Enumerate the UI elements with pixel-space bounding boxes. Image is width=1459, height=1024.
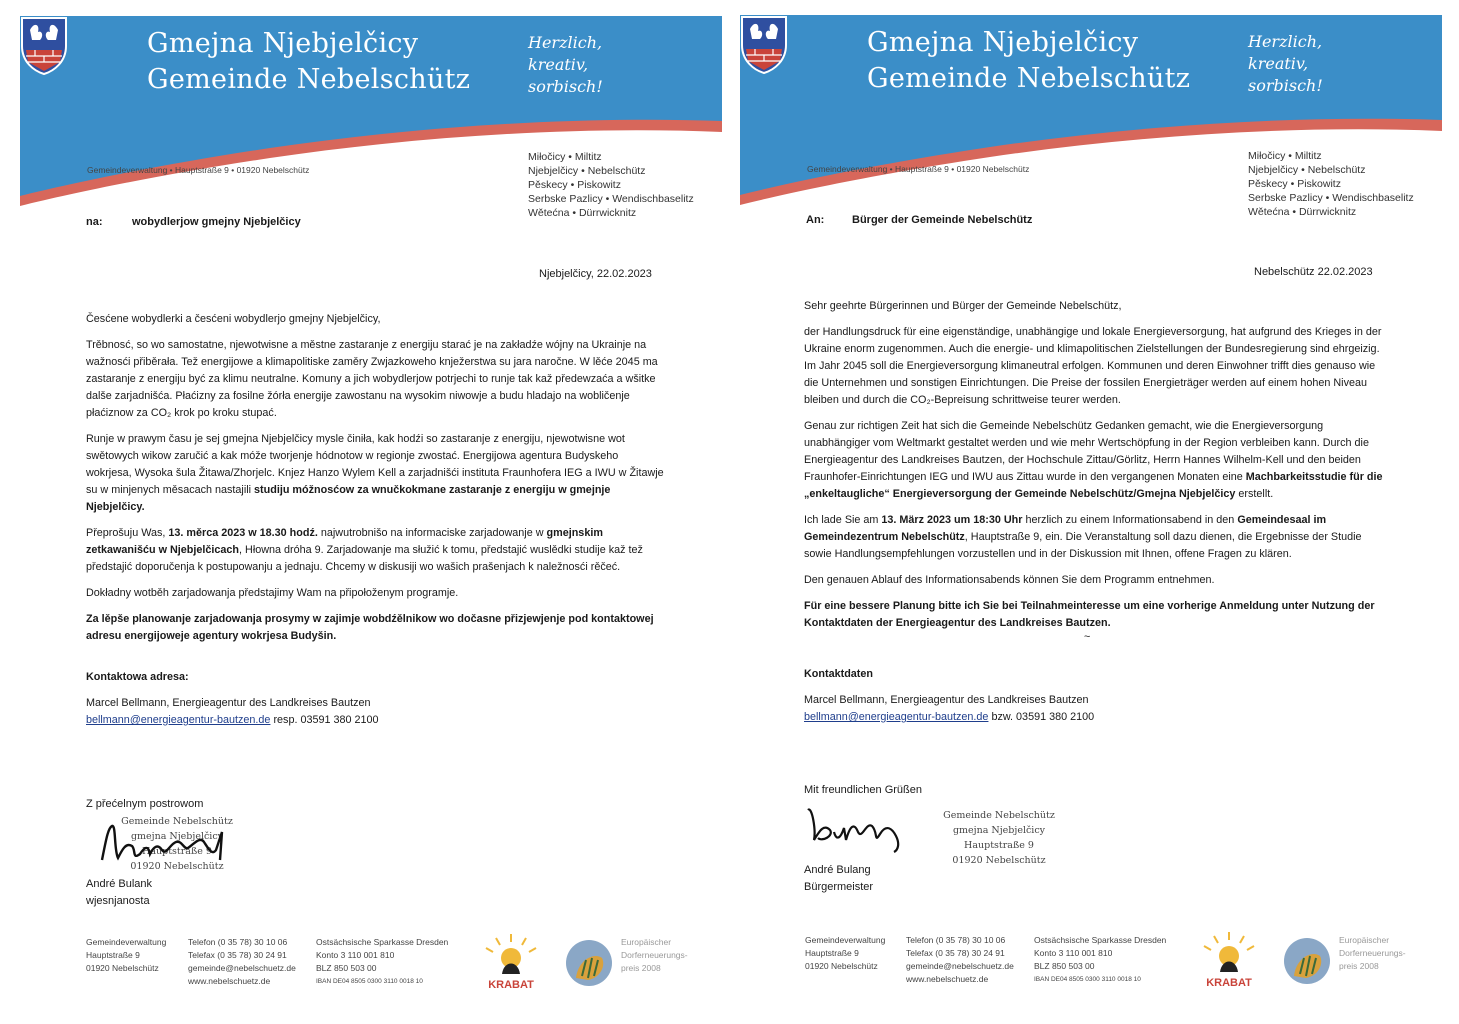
signer-block: André Bulank wjesnjanosta xyxy=(86,878,153,907)
contact-name: Marcel Bellmann, Energieagentur des Landkreises Bautzen xyxy=(804,694,1089,706)
title-sorbian: Gmejna Njebjelčicy xyxy=(867,27,1139,58)
sender-line: Gemeindeverwaltung • Hauptstraße 9 • 01920 Nebelschütz xyxy=(87,165,310,175)
paragraph: Přeprošuju Was, 13. měrca 2023 w 18.30 hodź. najwutrobnišo na informaciske zarjadowanje w gmejnskim zetkawanišću w Njebjelčicach, Hłowna dróha 9. Zarjadowanje ma słužić k tomu, předstajić wuslědki studije kaž tež předstajić doporučenja k postupowanju a jednaju. Chcemy w diskusiji wo wašich prašenjach k naležnosći rěčeć. xyxy=(86,527,643,573)
letter-page-german: Gmejna Njebjelčicy Gemeinde Nebelschütz Herzlich, kreativ, sorbisch! Gemeindeverwaltung • Hauptstraße 9 • 01920 Nebelschütz Miłočicy • Miltitz Njebjelčicy • Nebelschütz Pěskecy • Piskowitz Serbske Pazlicy • Wendischbaselitz Wětećna • Dürrwicknitz An: Bürger der Gemeinde Nebelschütz Nebelschütz 22.02.2023 Sehr geehrte Bürgerinnen und Bürger der Gemeinde Nebelschütz, der Handlungsdruck für eine eigenständige, unabhängige und lokale Energieversorgung, hat aufgrund des Krieges in der Ukraine enorm zugenommen. Auch die energie- und klimapolitischen Zielstellungen der Bundesregierung sind ehrgeizig. Im Jahr 2045 soll die Energieversorgung klimaneutral erfolgen. Kommunen und deren Einwohner trifft dies genauso wie die Unternehmen und sonstigen Einrichtungen. Die Preise der fossilen Energieträger werden auf einem hohen Niveau bleiben und durch die CO₂-Bepreisung schrittweise teurer werden. Genau zur richtigen Zeit hat sich die Gemeinde Nebelschütz Gedanken gemacht, wie die Energieversorgung unabhängiger vom Weltmarkt gestaltet werden und wie mehr Wertschöpfung in der Region verbleiben kann. Durch die Energieagentur des Landkreises Bautzen, der Hochschule Zittau/Görlitz, Herrn Hannes Wilhelm-Kell und den beiden Fraunhofer-Einrichtungen IEG und IWU aus Zittau wurde in den vergangenen Monaten eine Machbarkeitsstudie für die „enkeltaugliche“ Energieversorgung der Gemeinde Nebelschütz/Gmejna Njebjelčicy erstellt. Ich lade Sie am 13. März 2023 um 18:30 Uhr herzlich zu einem Informationsabend in den Gemeindesaal im Gemeindezentrum Nebelschütz, Hauptstraße 9, ein. Die Veranstaltung soll dazu dienen, die Ergebnisse der Studie sowie Handlungsempfehlungen vorzustellen und in der Diskussion mit Ihnen, offene Fragen zu klären. Den genauen Ablauf des Informationsabends können Sie dem Programm entnehmen. Für eine bessere Planung bitte ich Sie bei Teilnahmeinteresse um eine vorherige Anmeldung unter Nutzung der Kontaktdaten der Energieagentur des Landkreises Bautzen. ~ Kontaktdaten Marcel Bellmann, Energieagentur des Landkreises Bautzen bellmann@energieagentur-bautzen.de bzw. 03591 380 2100 Mit freundlichen Grüßen Gemeinde Nebelschütz gmejna Njebjelčicy Hauptstraße 9 01920 Nebelschütz André Bulang Bürgermeister Gemeindeverwaltung Hauptstraße 9 01920 Nebelschütz Telefon (0 35 78) 30 10 06 Telefax (0 35 78) 30 24 91 gemeinde@nebelschuetz.de www.nebelschuetz.de Ostsächsische Sparkasse Dresden Konto 3 110 001 810 BLZ 850 503 00 IBAN DE04 8505 0300 3110 0018 10 KRABAT Europäischer Dorferneuerungs- preis 2008 xyxy=(734,0,1459,1024)
letterhead-banner xyxy=(740,15,1442,218)
official-stamp: Gemeinde Nebelschütz gmejna Njebjelčicy Hauptstraße 9 01920 Nebelschütz xyxy=(121,816,233,872)
european-prize-text: Europäischer Dorferneuerungs- preis 2008 xyxy=(621,937,688,973)
contact-name: Marcel Bellmann, Energieagentur des Landkreises Bautzen xyxy=(86,697,371,709)
paragraph: Dokładny wotběh zarjadowanja předstajimy Wam na připołoženym programje. xyxy=(86,587,459,599)
signature xyxy=(802,800,912,856)
letter-date: Nebelschütz 22.02.2023 xyxy=(1254,266,1373,278)
krabat-logo xyxy=(476,932,546,992)
paragraph: Für eine bessere Planung bitte ich Sie bei Teilnahmeinteresse um eine vorherige Anmeldung unter Nutzung der Kontaktdaten der Energieagentur des Landkreises Bautzen. xyxy=(804,600,1375,629)
recipient: An: Bürger der Gemeinde Nebelschütz xyxy=(806,214,1033,226)
title-german: Gemeinde Nebelschütz xyxy=(147,64,471,95)
paragraph: Genau zur richtigen Zeit hat sich die Gemeinde Nebelschütz Gedanken gemacht, wie die Energieversorgung unabhängiger vom Weltmarkt gestaltet werden und wie mehr Wertschöpfung in der Region verbleiben kann. Durch die Energieagentur des Landkreises Bautzen, der Hochschule Zittau/Görlitz, Herrn Hannes Wilhelm-Kell und den beiden Fraunhofer-Einrichtungen IEG und IWU aus Zittau wurde in den vergangenen Monaten eine Machbarkeitsstudie für die „enkeltaugliche“ Energieversorgung der Gemeinde Nebelschütz/Gmejna Njebjelčicy erstellt. xyxy=(804,420,1383,500)
title-german: Gemeinde Nebelschütz xyxy=(867,63,1191,94)
title-sorbian: Gmejna Njebjelčicy xyxy=(147,28,419,59)
signer-block: André Bulang Bürgermeister xyxy=(804,864,874,893)
letter-date: Njebjelčicy, 22.02.2023 xyxy=(539,268,652,280)
closing: Mit freundlichen Grüßen xyxy=(804,784,922,796)
recipient: na: wobydlerjow gmejny Njebjelčicy xyxy=(86,216,301,228)
coat-of-arms-icon xyxy=(20,16,68,76)
official-stamp: Gemeinde Nebelschütz gmejna Njebjelčicy Hauptstraße 9 01920 Nebelschütz xyxy=(943,810,1055,866)
paragraph: der Handlungsdruck für eine eigenständige, unabhängige und lokale Energieversorgung, hat aufgrund des Krieges in der Ukraine enorm zugenommen. Auch die energie- und klimapolitischen Zielstellungen der Bundesregierung sind ehrgeizig. Im Jahr 2045 soll die Energieversorgung klimaneutral erfolgen. Kommunen und deren Einwohner trifft dies genauso wie die Unternehmen und sonstigen Einrichtungen. Die Preise der fossilen Energieträger werden auf einem hohen Niveau bleiben und durch die CO₂-Bepreisung schrittweise teurer werden. xyxy=(804,326,1382,406)
european-village-prize-logo xyxy=(1282,936,1332,986)
coat-of-arms-icon xyxy=(740,15,788,75)
motto: Herzlich, kreativ, sorbisch! xyxy=(1248,32,1323,95)
contact-email-link[interactable]: bellmann@energieagentur-bautzen.de xyxy=(86,714,271,726)
contact-email-link[interactable]: bellmann@energieagentur-bautzen.de xyxy=(804,711,989,723)
contact-heading: Kontaktdaten xyxy=(804,668,873,680)
letter-page-sorbian: Gmejna Njebjelčicy Gemeinde Nebelschütz Herzlich, kreativ, sorbisch! Gemeindeverwaltung • Hauptstraße 9 • 01920 Nebelschütz Miłočicy • Miltitz Njebjelčicy • Nebelschütz Pěskecy • Piskowitz Serbske Pazlicy • Wendischbaselitz Wětećna • Dürrwicknitz na: wobydlerjow gmejny Njebjelčicy Njebjelčicy, 22.02.2023 Česćene wobydlerki a česćeni wobydlerjo gmejny Njebjelčicy, Trěbnosć, so wo samostatne, njewotwisne a městne zastaranje z energiju starać je na zakładźe wójny na Ukrainje na wažnosći přiběrała. Tež energijowe a klimapolitiske zaměry Zwjazkoweho knježerstwa su jara naročne. W lěće 2045 ma zastaranje z energiju być za klimu neutralne. Komuny a jich wobydlerjow potrjechi to runje tak kaž předewzaća a wšitke dalše zarjadnišća. Płaćizny za fosilne žórła energije zawostanu na wysokim niwowje a budu hladajo na wobličenje płaćiznow za CO₂ krok po kroku stupać. Runje w prawym času je sej gmejna Njebjelčicy mysle činiła, kak hodźi so zastaranje z energiju, njewotwisne wot swětowych wikow zaručić a kak móže tworjenje hódnotow w regionje zwostać. Energijowa agentura Budyskeho wokrjesa, Wysoka šula Žitawa/Zhorjelc. Knjez Hanzo Wylem Kell a zarjadnišći instituta Fraunhofera IEG a IWU w Žitawje su w minjenych měsacach nastajili studiju móžnosćow za wnučkokmane zastaranje z energiju w gmejnje Njebjelčicy. Přeprošuju Was, 13. měrca 2023 w 18.30 hodź. najwutrobnišo na informaciske zarjadowanje w gmejnskim zetkawanišću w Njebjelčicach, Hłowna dróha 9. Zarjadowanje ma słužić k tomu, předstajić wuslědki studije kaž tež předstajić doporučenja k postupowanju a jednaju. Chcemy w diskusiji wo wašich prašenjach k naležnosći rěčeć. Dokładny wotběh zarjadowanja předstajimy Wam na připołoženym programje. Za lěpše planowanje zarjadowanja prosymy w zajimje wobdźělnikow wo dočasne přizjewjenje pod kontaktowej adresu energijoweje agentury wokrjesa Budyšin. Kontaktowa adresa: Marcel Bellmann, Energieagentur des Landkreises Bautzen bellmann@energieagentur-bautzen.de resp. 03591 380 2100 Z přećelnym postrowom Gemeinde Nebelschütz gmejna Njebjelčicy Hauptstraße 9 01920 Nebelschütz André Bulank wjesnjanosta Gemeindeverwaltung Hauptstraße 9 01920 Nebelschütz Telefon (0 35 78) 30 10 06 Telefax (0 35 78) 30 24 91 gemeinde@nebelschuetz.de www.nebelschuetz.de Ostsächsische Sparkasse Dresden Konto 3 110 001 810 BLZ 850 503 00 IBAN DE04 8505 0300 3110 0018 10 KRABAT Europäischer Dorferneuerungs- preis 2008 xyxy=(0,0,725,1024)
european-village-prize-logo xyxy=(564,938,614,988)
european-prize-text: Europäischer Dorferneuerungs- preis 2008 xyxy=(1339,935,1406,971)
svg-text:KRABAT: KRABAT xyxy=(1206,977,1252,989)
salutation: Česćene wobydlerki a česćeni wobydlerjo gmejny Njebjelčicy, xyxy=(86,313,381,325)
motto: Herzlich, kreativ, sorbisch! xyxy=(528,33,603,96)
letterhead-banner xyxy=(20,16,722,219)
sender-line: Gemeindeverwaltung • Hauptstraße 9 • 01920 Nebelschütz xyxy=(807,164,1030,174)
salutation: Sehr geehrte Bürgerinnen und Bürger der Gemeinde Nebelschütz, xyxy=(804,300,1122,312)
closing: Z přećelnym postrowom xyxy=(86,798,204,810)
village-list: Miłočicy • Miltitz Njebjelčicy • Nebelschütz Pěskecy • Piskowitz Serbske Pazlicy • Wendischbaselitz Wětećna • Dürrwicknitz xyxy=(528,151,694,219)
paragraph: Runje w prawym času je sej gmejna Njebjelčicy mysle činiła, kak hodźi so zastaranje z energiju, njewotwisne wot swětowych wikow zaručić a kak móže tworjenje hódnotow w regionje zwostać. Energijowa agentura Budyskeho wokrjesa, Wysoka šula Žitawa/Zhorjelc. Knjez Hanzo Wylem Kell a zarjadnišći instituta Fraunhofera IEG a IWU w Žitawje su w minjenych měsacach nastajili studiju móžnosćow za wnučkokmane zastaranje z energiju w gmejnje Njebjelčicy. xyxy=(86,433,664,513)
village-list: Miłočicy • Miltitz Njebjelčicy • Nebelschütz Pěskecy • Piskowitz Serbske Pazlicy • Wendischbaselitz Wětećna • Dürrwicknitz xyxy=(1248,150,1414,218)
signature xyxy=(92,820,242,870)
contact-heading: Kontaktowa adresa: xyxy=(86,671,189,683)
letter-body: Sehr geehrte Bürgerinnen und Bürger der Gemeinde Nebelschütz, der Handlungsdruck für eine eigenständige, unabhängige und lokale Energieversorgung, hat aufgrund des Krieges in der Ukraine enorm zugenommen. Auch die energie- und klimapolitischen Zielstellungen der Bundesregierung sind ehrgeizig. Im Jahr 2045 soll die Energieversorgung klimaneutral erfolgen. Kommunen und deren Einwohner trifft dies genauso wie die Unternehmen und sonstigen Einrichtungen. Die Preise der fossilen Energieträger werden auf einem hohen Niveau bleiben und durch die CO₂-Bepreisung schrittweise teurer werden. Genau zur richtigen Zeit hat sich die Gemeinde Nebelschütz Gedanken gemacht, wie die Energieversorgung unabhängiger vom Weltmarkt gestaltet werden und wie mehr Wertschöpfung in der Region verbleiben kann. Durch die Energieagentur des Landkreises Bautzen, der Hochschule Zittau/Görlitz, Herrn Hannes Wilhelm-Kell und den beiden Fraunhofer-Einrichtungen IEG und IWU aus Zittau wurde in den vergangenen Monaten eine Machbarkeitsstudie für die „enkeltaugliche“ Energieversorgung der Gemeinde Nebelschütz/Gmejna Njebjelčicy erstellt. Ich lade Sie am 13. März 2023 um 18:30 Uhr herzlich zu einem Informationsabend in den Gemeindesaal im Gemeindezentrum Nebelschütz, Hauptstraße 9, ein. Die Veranstaltung soll dazu dienen, die Ergebnisse der Studie sowie Handlungsempfehlungen vorzustellen und in der Diskussion mit Ihnen, offene Fragen zu klären. Den genauen Ablauf des Informationsabends können Sie dem Programm entnehmen. Für eine bessere Planung bitte ich Sie bei Teilnahmeinteresse um eine vorherige Anmeldung unter Nutzung der Kontaktdaten der Energieagentur des Landkreises Bautzen. ~ Kontaktdaten Marcel Bellmann, Energieagentur des Landkreises Bautzen bellmann@energieagentur-bautzen.de bzw. 03591 380 2100 xyxy=(804,298,1388,726)
paragraph: Ich lade Sie am 13. März 2023 um 18:30 Uhr herzlich zu einem Informationsabend in den Gemeindesaal im Gemeindezentrum Nebelschütz, Hauptstraße 9, ein. Die Veranstaltung soll dazu dienen, die Ergebnisse der Studie sowie Handlungsempfehlungen vorzustellen und in der Diskussion mit Ihnen, offene Fragen zu klären. xyxy=(804,514,1362,560)
svg-text:KRABAT: KRABAT xyxy=(488,979,534,991)
paragraph: Trěbnosć, so wo samostatne, njewotwisne a městne zastaranje z energiju starać je na zakładźe wójny na Ukrainje na wažnosći přiběrała. Tež energijowe a klimapolitiske zaměry Zwjazkoweho knježerstwa su jara naročne. W lěće 2045 ma zastaranje z energiju być za klimu neutralne. Komuny a jich wobydlerjow potrjechi to runje tak kaž předewzaća a wšitke dalše zarjadnišća. Płaćizny za fosilne žórła energije zawostanu na wysokim niwowje a budu hladajo na wobličenje płaćiznow za CO₂ krok po kroku stupać. xyxy=(86,339,658,419)
paragraph: Za lěpše planowanje zarjadowanja prosymy w zajimje wobdźělnikow wo dočasne přizjewjenje pod kontaktowej adresu energijoweje agentury wokrjesa Budyšin. xyxy=(86,613,654,642)
krabat-logo xyxy=(1194,930,1264,990)
letter-body: Česćene wobydlerki a česćeni wobydlerjo gmejny Njebjelčicy, Trěbnosć, so wo samostatne, njewotwisne a městne zastaranje z energiju starać je na zakładźe wójny na Ukrainje na wažnosći přiběrała. Tež energijowe a klimapolitiske zaměry Zwjazkoweho knježerstwa su jara naročne. W lěće 2045 ma zastaranje z energiju być za klimu neutralne. Komuny a jich wobydlerjow potrjechi to runje tak kaž předewzaća a wšitke dalše zarjadnišća. Płaćizny za fosilne žórła energije zawostanu na wysokim niwowje a budu hladajo na wobličenje płaćiznow za CO₂ krok po kroku stupać. Runje w prawym času je sej gmejna Njebjelčicy mysle činiła, kak hodźi so zastaranje z energiju, njewotwisne wot swětowych wikow zaručić a kak móže tworjenje hódnotow w regionje zwostać. Energijowa agentura Budyskeho wokrjesa, Wysoka šula Žitawa/Zhorjelc. Knjez Hanzo Wylem Kell a zarjadnišći instituta Fraunhofera IEG a IWU w Žitawje su w minjenych měsacach nastajili studiju móžnosćow za wnučkokmane zastaranje z energiju w gmejnje Njebjelčicy. Přeprošuju Was, 13. měrca 2023 w 18.30 hodź. najwutrobnišo na informaciske zarjadowanje w gmejnskim zetkawanišću w Njebjelčicach, Hłowna dróha 9. Zarjadowanje ma słužić k tomu, předstajić wuslědki studije kaž tež předstajić doporučenja k postupowanju a jednaju. Chcemy w diskusiji wo wašich prašenjach k naležnosći rěčeć. Dokładny wotběh zarjadowanja předstajimy Wam na připołoženym programje. Za lěpše planowanje zarjadowanja prosymy w zajimje wobdźělnikow wo dočasne přizjewjenje pod kontaktowej adresu energijoweje agentury wokrjesa Budyšin. Kontaktowa adresa: Marcel Bellmann, Energieagentur des Landkreises Bautzen bellmann@energieagentur-bautzen.de resp. 03591 380 2100 xyxy=(86,313,664,726)
paragraph: Den genauen Ablauf des Informationsabends können Sie dem Programm entnehmen. xyxy=(804,574,1215,586)
